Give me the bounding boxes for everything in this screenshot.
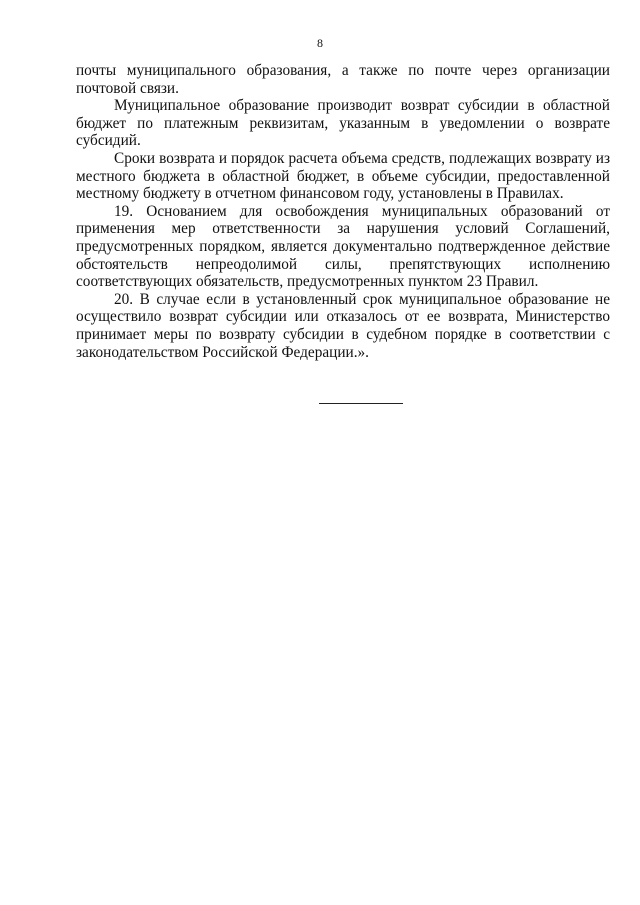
paragraph-subsidy-return: Муниципальное образование производит возврат субсидии в областной бюджет по платежным реквизитам, указанным в уведомлении о возврате субсидий. — [76, 97, 610, 150]
end-divider — [319, 403, 403, 404]
paragraph-item-19: 19. Основанием для освобождения муниципальных образований от применения мер ответственности за нарушения условий Соглашений, предусмотренных порядком, является документально подтвержденное действие обстоятельств непреодолимой силы, препятствующих исполнению соответствующих обязательств, предусмотренных пунктом 23 Правил. — [76, 202, 610, 291]
document-body — [76, 62, 610, 361]
paragraph-item-20: 20. В случае если в установленный срок муниципальное образование не осуществило возврат субсидии или отказалось от ее возврата, Министерство принимает меры по возврату субсидии в судебном порядке в соответствии с законодательством Российской Федерации.». — [76, 290, 610, 361]
paragraph-postal-delivery: почты муниципального образования, а также по почте через организации почтовой связи. — [76, 62, 610, 97]
page-number: 8 — [317, 36, 323, 50]
paragraph-return-terms: Сроки возврата и порядок расчета объема средств, подлежащих возврату из местного бюджета в областной бюджет, в объеме субсидии, предоставленной местному бюджету в отчетном финансовом году, установлены в Правилах. — [76, 149, 610, 203]
